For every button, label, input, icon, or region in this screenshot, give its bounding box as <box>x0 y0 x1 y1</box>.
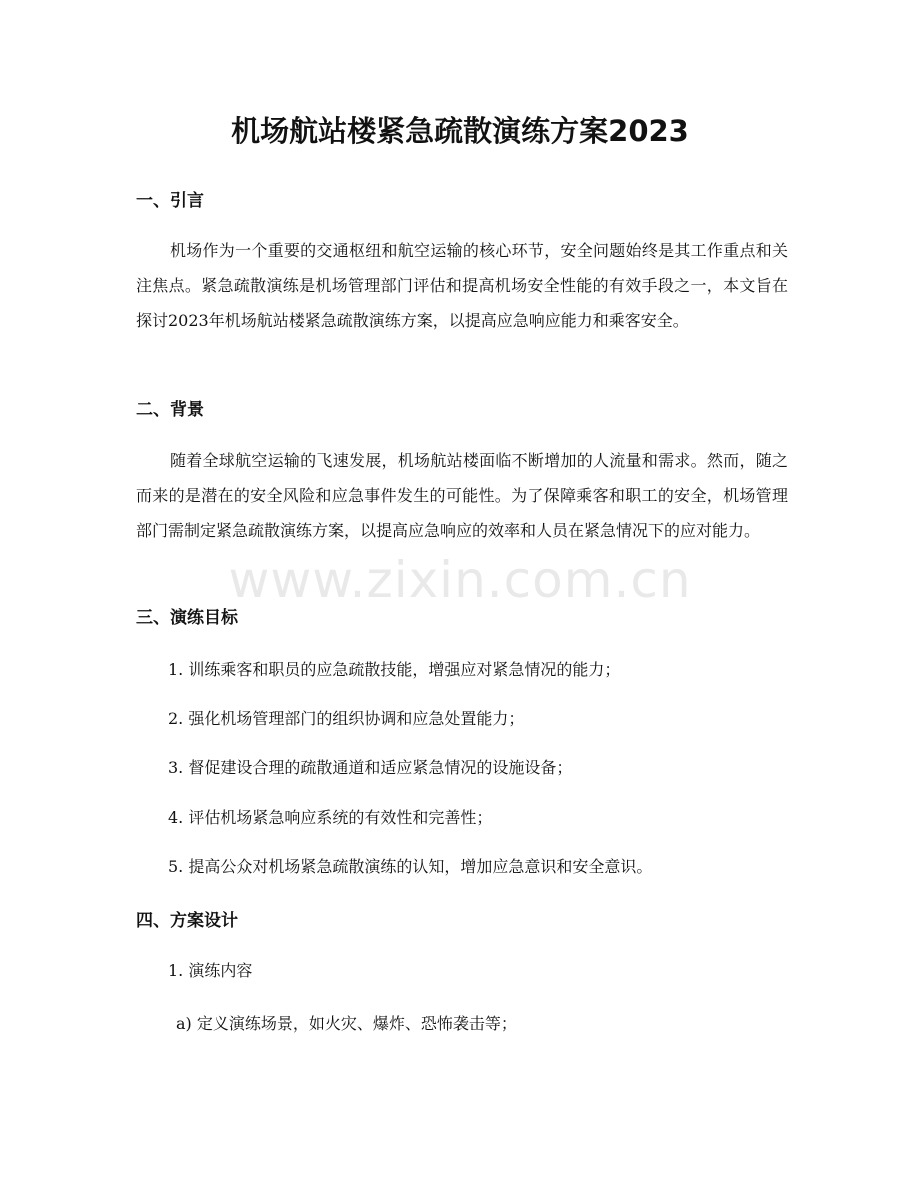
design-item: 1. 演练内容 <box>168 961 253 980</box>
document-title: 机场航站楼紧急疏散演练方案2023 <box>231 114 689 148</box>
goal-item: 2. 强化机场管理部门的组织协调和应急处置能力； <box>168 709 525 728</box>
goal-item: 4. 评估机场紧急响应系统的有效性和完善性； <box>168 808 493 827</box>
goal-item: 1. 训练乘客和职员的应急疏散技能，增强应对紧急情况的能力； <box>168 660 621 679</box>
goal-item: 5. 提高公众对机场紧急疏散演练的认知，增加应急意识和安全意识。 <box>168 857 653 876</box>
watermark: www.zixin.com.cn <box>228 551 692 609</box>
section-heading-goals: 三、演练目标 <box>136 608 238 628</box>
section-heading-intro: 一、引言 <box>136 191 204 211</box>
goal-item: 3. 督促建设合理的疏散通道和适应紧急情况的设施设备； <box>168 758 573 777</box>
section-heading-background: 二、背景 <box>136 400 204 420</box>
section-heading-design: 四、方案设计 <box>136 911 238 931</box>
design-subitem: a) 定义演练场景，如火灾、爆炸、恐怖袭击等； <box>176 1014 517 1033</box>
background-paragraph: 随着全球航空运输的飞速发展，机场航站楼面临不断增加的人流量和需求。然而，随之而来的是潜在的安全风险和应急事件发生的可能性。为了保障乘客和职工的安全，机场管理部门需制定紧急疏散演练方案，以提高应急响应的效率和人员在紧急情况下的应对能力。 <box>136 451 788 540</box>
intro-paragraph: 机场作为一个重要的交通枢纽和航空运输的核心环节，安全问题始终是其工作重点和关注焦点。紧急疏散演练是机场管理部门评估和提高机场安全性能的有效手段之一，本文旨在探讨2023年机场航站楼紧急疏散演练方案，以提高应急响应能力和乘客安全。 <box>136 241 788 330</box>
